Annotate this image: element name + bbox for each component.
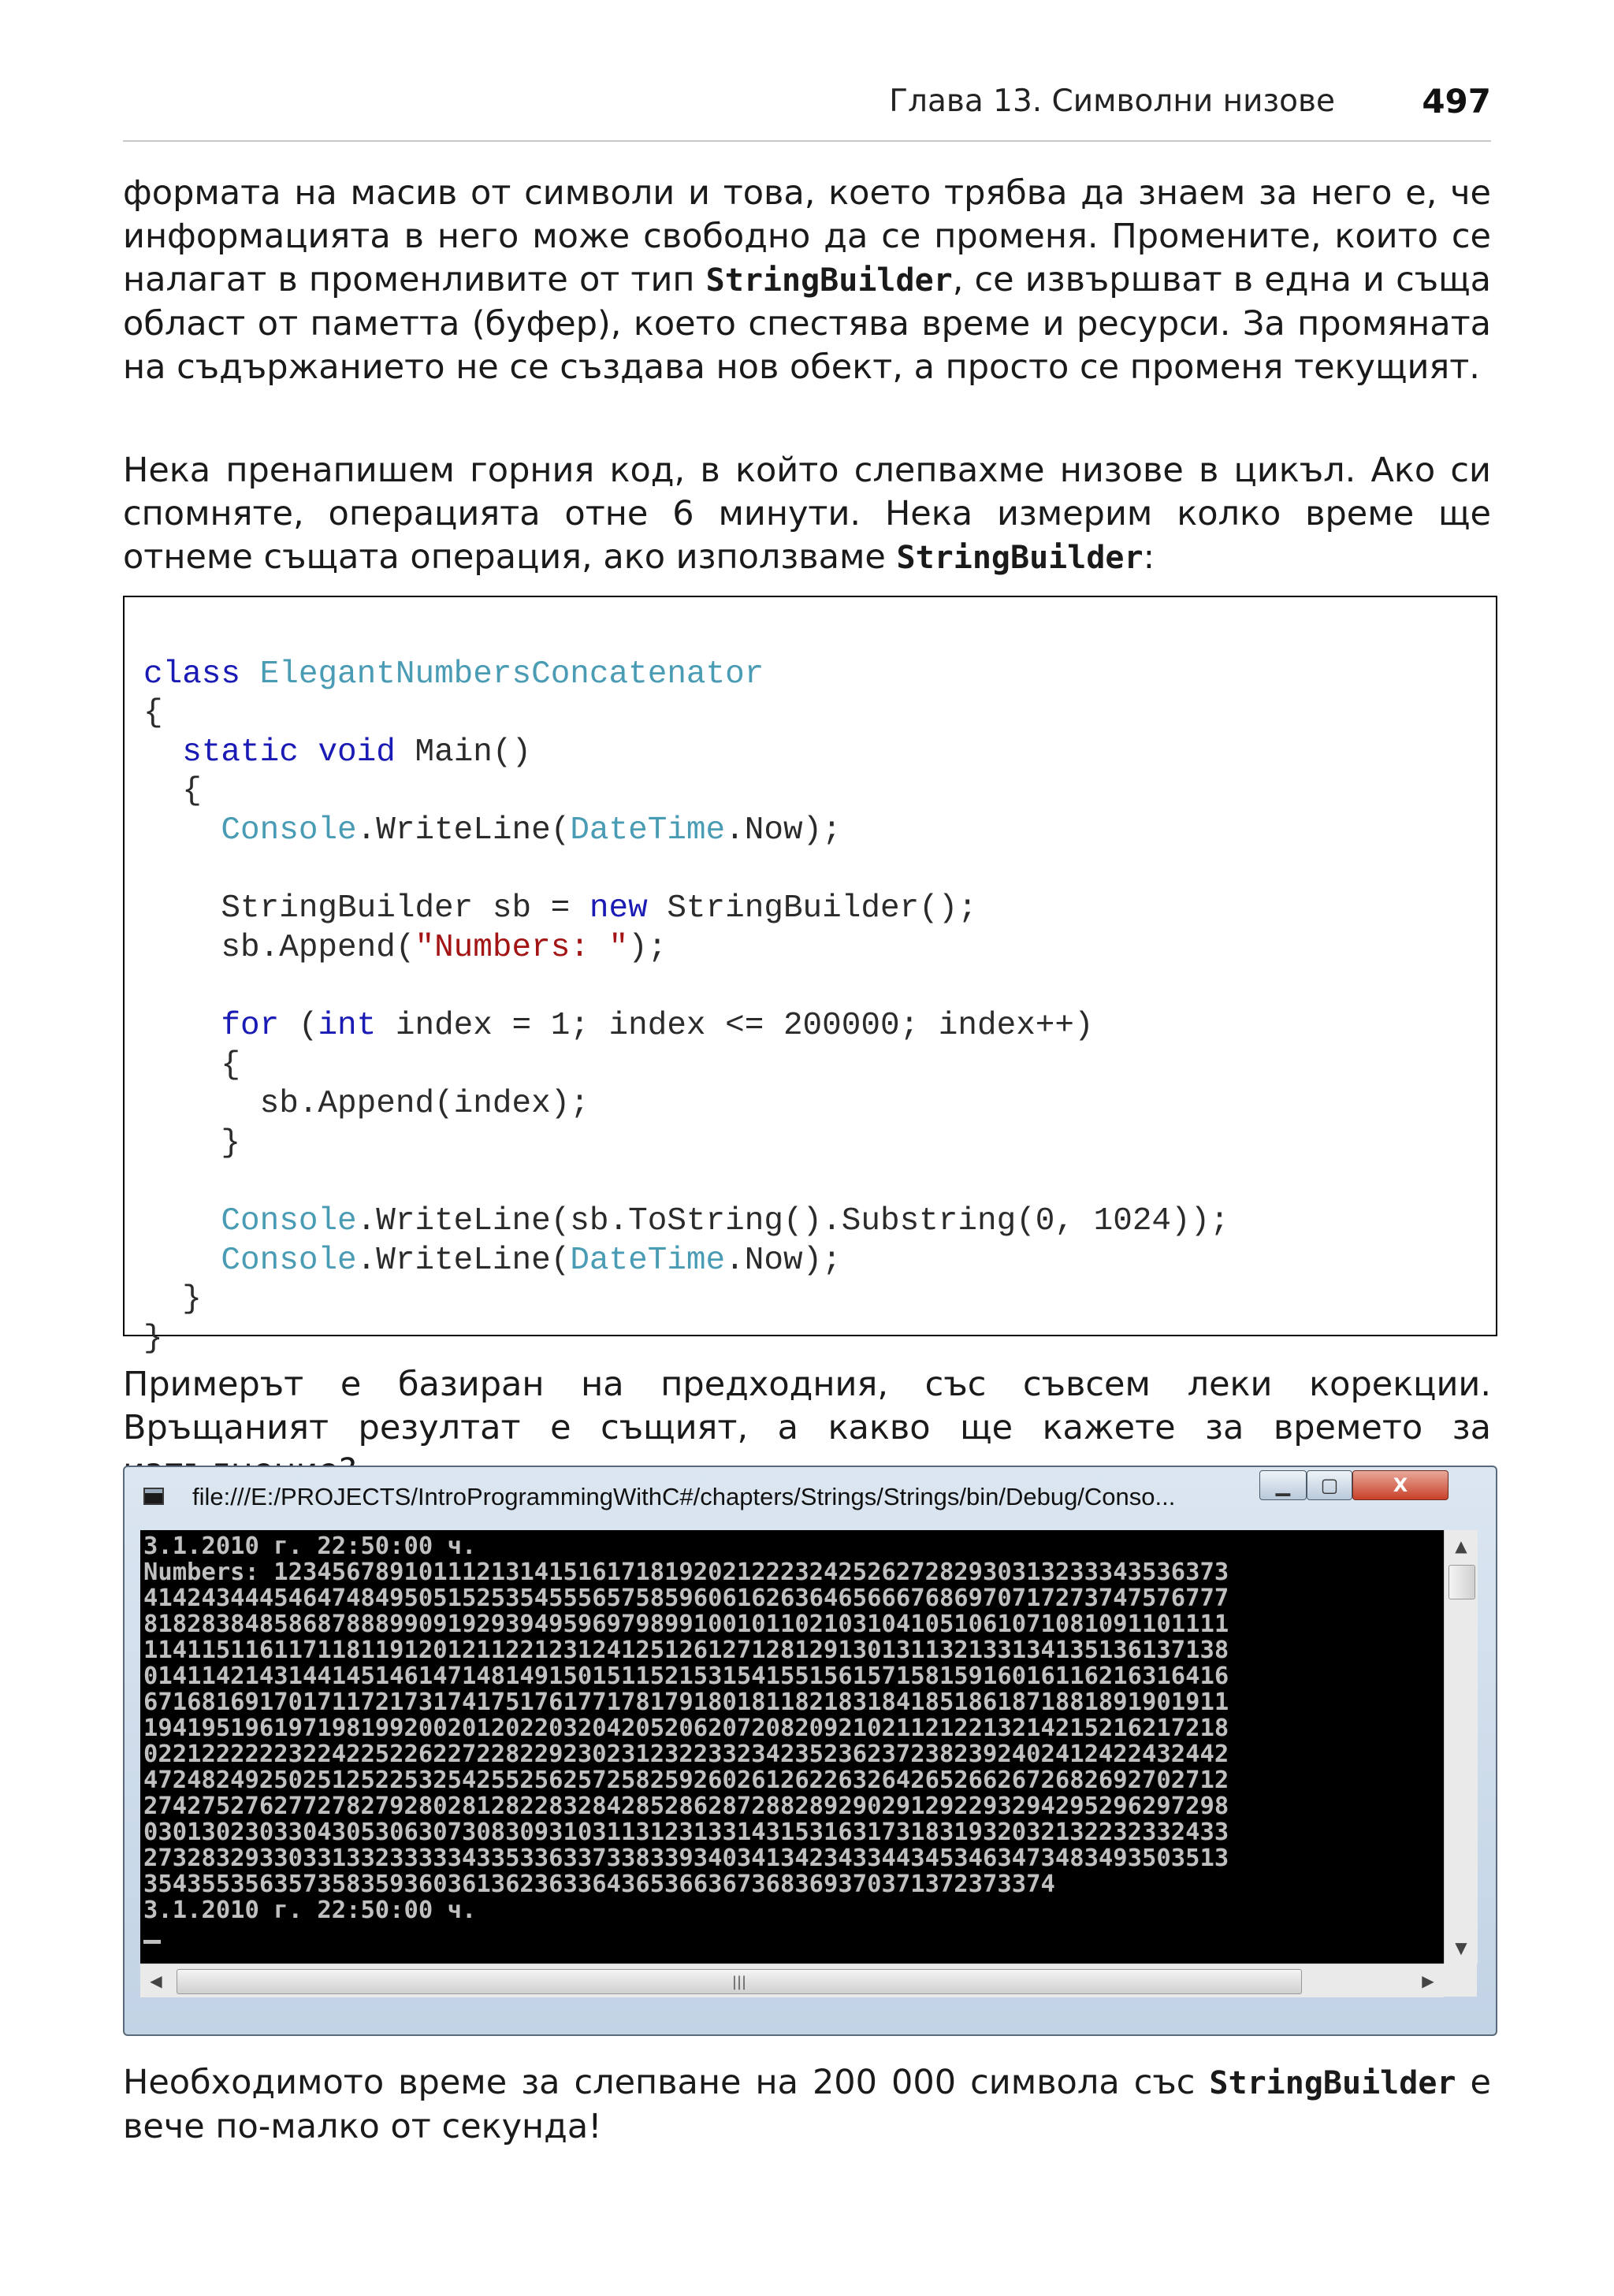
paragraph-text: Нека пренапишем горния код, в който слепвахме низове в цикъл. Ако си спомняте, операцията отне 6 минути. Нека измерим колко време ще отнеме същата операция, ако използваме	[123, 451, 1491, 577]
inline-code: StringBuilder	[705, 262, 953, 299]
code-line: Console.WriteLine(sb.ToString().Substring(0, 1024));	[221, 1202, 1229, 1239]
close-button[interactable]: X	[1352, 1470, 1449, 1500]
console-app-icon	[143, 1488, 164, 1505]
code-line: class ElegantNumbersConcatenator	[143, 656, 764, 693]
maximize-button[interactable]: ▢	[1307, 1470, 1352, 1500]
code-listing	[123, 596, 1497, 1357]
paragraph-text: е вече по-малко от секунда!	[123, 2063, 1491, 2146]
code-line: sb.Append("Numbers: ");	[143, 929, 668, 966]
page-number: 497	[1422, 82, 1491, 121]
code-line: {	[143, 773, 202, 810]
scroll-down-arrow-icon[interactable]: ▼	[1455, 1938, 1467, 1957]
paragraph-text: формата на масив от символи и това, което трябва да знаем за него е, че информацията в него може свободно да се променя. Промените, които се налагат в променливите от тип	[123, 173, 1491, 299]
code-line: {	[143, 1046, 241, 1083]
code-line: {	[143, 695, 163, 732]
code-line: StringBuilder sb = new StringBuilder();	[143, 890, 977, 927]
chapter-title: Глава 13. Символни низове	[889, 84, 1335, 119]
code-line-blank	[143, 968, 1229, 1007]
inline-code: StringBuilder	[896, 540, 1144, 576]
paragraph-stringbuilder-intro	[123, 172, 1491, 389]
page-header	[123, 79, 1491, 142]
code-line: }	[143, 1281, 202, 1318]
paragraph-conclusion	[123, 2061, 1491, 2149]
code-line-blank	[143, 851, 1229, 890]
console-window-screenshot	[123, 1466, 1497, 2036]
inline-code: StringBuilder	[1209, 2065, 1456, 2101]
horizontal-scroll-thumb[interactable]: |||	[177, 1969, 1302, 1994]
code-line: }	[143, 1320, 163, 1357]
console-output-area	[140, 1530, 1444, 1963]
paragraph-rewrite-intro	[123, 449, 1491, 580]
console-cursor	[143, 1940, 161, 1944]
vertical-scrollbar[interactable]	[1444, 1530, 1478, 1963]
scroll-up-arrow-icon[interactable]: ▲	[1455, 1536, 1467, 1555]
paragraph-text: Необходимото време за слепване на 200 000 символа със	[123, 2063, 1210, 2102]
console-output-text: 3.1.2010 г. 22:50:00 ч. Numbers: 123456789101112131415161718192021222324252627282930313233343536373 414243444546474849505152535455565758596061626364656667686970717273747576777 818283848586878889909192939495969798991001011021031041051061071081091101111 114115116117118119120121122123124125126127128129130131132133134135136137138 014114214314414514614714814915015115215315415515615715815916016116216316416 671681691701711721731741751761771781791801811821831841851861871881891901911 194195196197198199200201202203204205206207208209210211212213214215216217218 022122222232242252262272282292302312322332342352362372382392402412422432442 472482492502512522532542552562572582592602612622632642652662672682692702712 274275276277278279280281282283284285286287288289290291292293294295296297298 030130230330430530630730830931031131231331431531631731831932032132232332433 273283293303313323333343353363373383393403413423433443453463473483493503513 354355356357358359360361362363364365366367368369370371372373374 3.1.2010 г. 22:50:00 ч.	[140, 1530, 1444, 1949]
paragraph-text: :	[1143, 537, 1155, 577]
resize-grip[interactable]	[1444, 1963, 1477, 1997]
minimize-button[interactable]: ▁	[1259, 1470, 1307, 1500]
horizontal-scrollbar[interactable]	[140, 1963, 1444, 1997]
window-title: file:///E:/PROJECTS/IntroProgrammingWithC#/chapters/Strings/Strings/bin/Debug/Conso...	[192, 1483, 1176, 1510]
paragraph-result-question: Примерът е базиран на предходния, със съвсем леки корекции. Връщаният резултат е същият, а какво ще кажете за времето за	[123, 1365, 1491, 1447]
code-line: Console.WriteLine(DateTime.Now);	[221, 812, 842, 849]
code-line-blank	[143, 1163, 1229, 1202]
code-line: Console.WriteLine(DateTime.Now);	[221, 1242, 842, 1279]
code-line: for (int index = 1; index <= 200000; index++)	[221, 1007, 1094, 1044]
scroll-right-arrow-icon[interactable]: ▶	[1422, 1971, 1434, 1990]
vertical-scroll-thumb[interactable]	[1449, 1565, 1475, 1599]
code-line: static void Main()	[182, 734, 532, 771]
scroll-left-arrow-icon[interactable]: ◀	[150, 1971, 162, 1990]
window-titlebar	[125, 1467, 1496, 1527]
code-block	[143, 616, 1229, 1436]
code-line: }	[143, 1124, 241, 1161]
code-line: sb.Append(index);	[143, 1086, 589, 1123]
paragraph-text: , се извършват в една и съща област от паметта (буфер), което спестява време и ресурси. За промяната на съдържанието не се създава нов обект, а просто се променя текущият.	[123, 260, 1491, 387]
